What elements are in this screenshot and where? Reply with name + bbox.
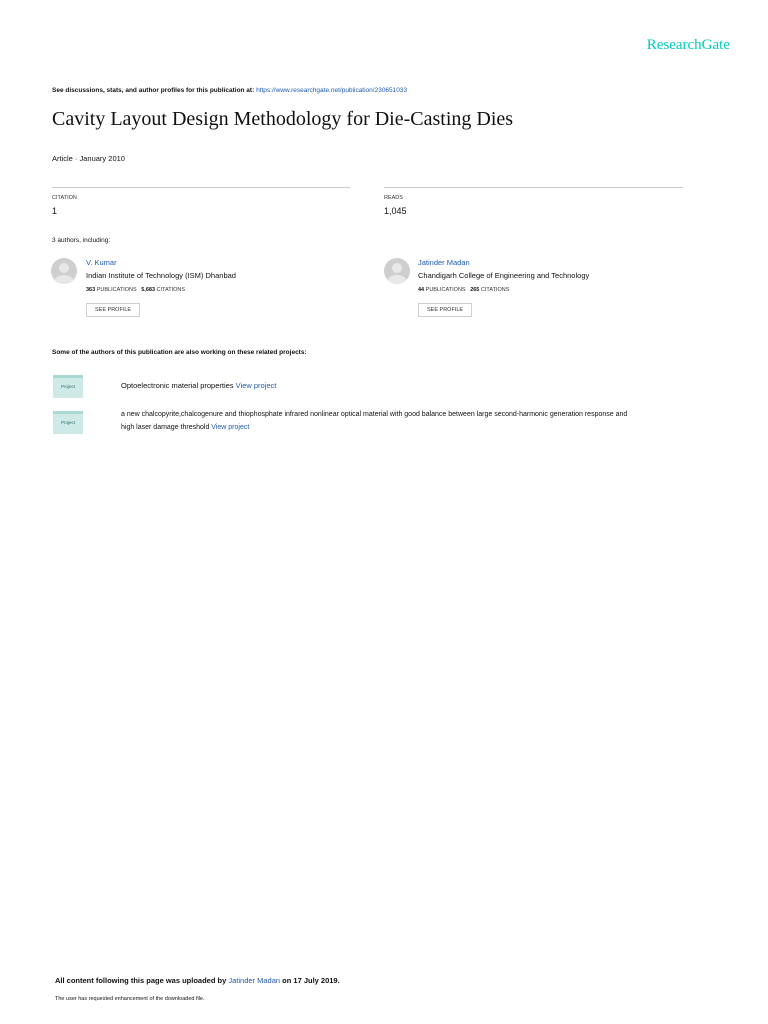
project-folder-icon[interactable] (53, 411, 83, 434)
reads-label: READS (384, 195, 403, 201)
paper-title: Cavity Layout Design Methodology for Die-Casting Dies (52, 108, 514, 130)
citations-label: CITATIONS (156, 287, 186, 293)
author-institution: Chandigarh College of Engineering and Technology (418, 271, 590, 280)
citation-label: CITATION (52, 195, 77, 201)
author-stats (86, 287, 185, 293)
project-title-line1: a new chalcopyrite,chalcogenure and thiophosphate infrared nonlinear optical material with good balance between large second-harmonic generation response and (121, 411, 628, 418)
see-discussions-text: See discussions, stats, and author profiles for this publication at: (52, 87, 255, 94)
see-profile-button[interactable]: SEE PROFILE (86, 303, 140, 317)
publication-url-link[interactable]: https://www.researchgate.net/publication/230651033 (256, 87, 408, 94)
avatar-icon[interactable] (384, 258, 410, 284)
see-discussions-line (52, 87, 407, 94)
paper-meta: Article · January 2010 (52, 154, 125, 163)
project-icon-label: Project (60, 384, 75, 389)
uploader-link[interactable]: Jatinder Madan (228, 976, 281, 985)
project-item (121, 379, 276, 392)
author-name-link[interactable]: Jatinder Madan (418, 258, 470, 267)
author-institution: Indian Institute of Technology (ISM) Dhanbad (86, 271, 236, 280)
view-project-link[interactable]: View project (235, 381, 277, 390)
divider-reads (384, 187, 683, 188)
project-icon-label: Project (60, 420, 75, 425)
avatar-icon[interactable] (51, 258, 77, 284)
researchgate-logo[interactable]: ResearchGate (646, 37, 730, 53)
publications-label: PUBLICATIONS (96, 287, 137, 293)
reads-value: 1,045 (384, 206, 407, 216)
citation-value: 1 (52, 206, 58, 216)
projects-heading: Some of the authors of this publication are also working on these related projects: (52, 349, 307, 356)
upload-prefix: All content following this page was uploaded by (55, 976, 227, 985)
citations-count: 265 (470, 287, 480, 293)
citations-label: CITATIONS (480, 287, 510, 293)
upload-note (55, 976, 340, 985)
see-profile-button[interactable]: SEE PROFILE (418, 303, 472, 317)
publications-count: 363 (86, 287, 96, 293)
view-project-link[interactable]: View project (211, 424, 250, 431)
author-stats (418, 287, 509, 293)
author-name-link[interactable]: V. Kumar (86, 258, 117, 267)
upload-suffix: on 17 July 2019. (282, 976, 340, 985)
authors-heading: 3 authors, including: (52, 237, 111, 244)
citations-count: 5,683 (141, 287, 156, 293)
project-folder-icon[interactable] (53, 375, 83, 398)
project-item (121, 408, 721, 434)
publications-label: PUBLICATIONS (425, 287, 466, 293)
enhancement-note: The user has requested enhancement of the downloaded file. (55, 996, 205, 1002)
project-title: Optoelectronic material properties (121, 381, 234, 390)
publications-count: 44 (418, 287, 425, 293)
divider-citations (52, 187, 350, 188)
project-title-line2: high laser damage threshold (121, 424, 210, 431)
